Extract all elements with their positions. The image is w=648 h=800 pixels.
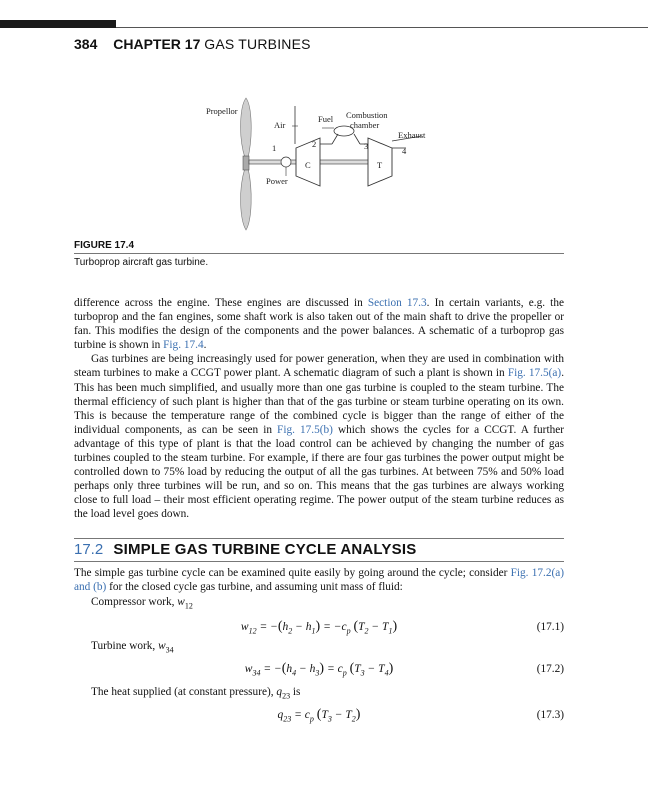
section-number: 17.2 bbox=[74, 541, 104, 558]
label-heat-supplied: The heat supplied (at constant pressure), $q_{23}$ is bbox=[91, 686, 301, 701]
turboprop-diagram bbox=[200, 96, 440, 236]
label-turbine-work: Turbine work, $w_{34}$ bbox=[91, 640, 174, 655]
link-section-17-3[interactable]: Section 17.3 bbox=[367, 297, 427, 309]
label-state-3: 3 bbox=[364, 141, 369, 151]
propeller-blade-lower bbox=[241, 168, 252, 230]
label-compressor-work: Compressor work, $w_{12}$ bbox=[91, 596, 193, 611]
body-text bbox=[74, 296, 564, 522]
running-header bbox=[74, 36, 311, 52]
label-state-2: 2 bbox=[312, 139, 317, 149]
label-state-1: 1 bbox=[272, 143, 277, 153]
equation-number-17-2: (17.2) bbox=[536, 663, 564, 675]
label-fuel: Fuel bbox=[318, 114, 334, 124]
header-rule bbox=[116, 27, 648, 28]
label-power: Power bbox=[266, 176, 288, 186]
section-heading bbox=[74, 541, 564, 558]
propeller-blade-upper bbox=[241, 98, 252, 158]
link-fig-17-2[interactable]: Fig. 17.2(a) and (b) bbox=[74, 567, 565, 594]
label-compressor: C bbox=[305, 160, 311, 170]
label-turbine: T bbox=[377, 160, 383, 170]
section-title: SIMPLE GAS TURBINE CYCLE ANALYSIS bbox=[113, 541, 417, 558]
equation-number-17-3: (17.3) bbox=[536, 709, 564, 721]
figure-rule bbox=[74, 253, 564, 254]
label-combustion: Combustion bbox=[346, 110, 388, 120]
figure-caption: Turboprop aircraft gas turbine. bbox=[74, 257, 209, 268]
label-propellor: Propellor bbox=[206, 106, 238, 116]
page-number: 384 bbox=[74, 36, 98, 52]
section-intro: The simple gas turbine cycle can be examined quite easily by going around the cycle; consider Fig. 17.2(a) and (b) for the closed cycle gas turbine, and assuming unit mass of fluid: bbox=[74, 567, 565, 594]
label-air: Air bbox=[274, 120, 286, 130]
power-gear bbox=[281, 157, 291, 167]
section-rule-bottom bbox=[74, 561, 564, 562]
link-fig-17-5b[interactable]: Fig. 17.5(b) bbox=[277, 423, 333, 436]
propeller-hub bbox=[243, 156, 249, 170]
label-chamber: chamber bbox=[350, 120, 380, 130]
equation-17-2: $w_{34} = -(h_4 - h_3) = c_p$ $(T_3 - T_4)$ bbox=[244, 661, 394, 678]
link-fig-17-4[interactable]: Fig. 17.4 bbox=[163, 339, 204, 352]
paragraph-1: difference across the engine. These engines are discussed in Section 17.3. In certain variants, e.g. the turboprop and the fan engines, some shaft work is also taken out of the main shaft to drive the propeller or fan. This modifies the design of the components and the power balances. A schematic of a turboprop gas turbine is shown in Fig. 17.4. bbox=[74, 297, 564, 352]
chapter-title: GAS TURBINES bbox=[204, 36, 311, 52]
paragraph-2: Gas turbines are being increasingly used for power generation, when they are used in combination with steam turbines to make a CCGT power plant. A schematic diagram of such a plant is shown in Fig. 17.5(a). This has been much simplified, and usually more than one gas turbine is coupled to the steam turbine. The thermal efficiency of such plant is higher than that of the gas turbine or steam turbine operating on its own. This is because the temperature range of the combined cycle is bigger than the range of either of the individual components, as can be seen in Fig. 17.5(b) which shows the cycles for a CCGT. A further advantage of this type of plant is that the load control can be achieved by changing the number of gas turbines coupled to the steam turbine. For example, if there are four gas turbines the power output might be controlled down to 75% load by reducing the output of all the gas turbines. At between 75% and 50% load perhaps only three turbines will be run, and so on. This means that the gas turbines are always working close to full load – their most efficient operating regime. The power output of the steam turbine reduces as the load level goes down. bbox=[74, 353, 565, 521]
equation-17-3: $q_{23} = c_p$ $(T_3 - T_2)$ bbox=[277, 707, 361, 724]
chapter-label: CHAPTER 17 bbox=[113, 36, 201, 52]
equation-17-1: $w_{12} = -(h_2 - h_1) = -c_p$ $(T_2 - T_1)$ bbox=[240, 619, 398, 636]
section-rule-top bbox=[74, 538, 564, 539]
figure-number: FIGURE 17.4 bbox=[74, 240, 135, 251]
label-exhaust: Exhaust bbox=[398, 130, 426, 140]
header-bar bbox=[0, 20, 116, 28]
equation-number-17-1: (17.1) bbox=[536, 621, 564, 633]
label-state-4: 4 bbox=[402, 146, 407, 156]
link-fig-17-5a[interactable]: Fig. 17.5(a) bbox=[507, 367, 562, 380]
